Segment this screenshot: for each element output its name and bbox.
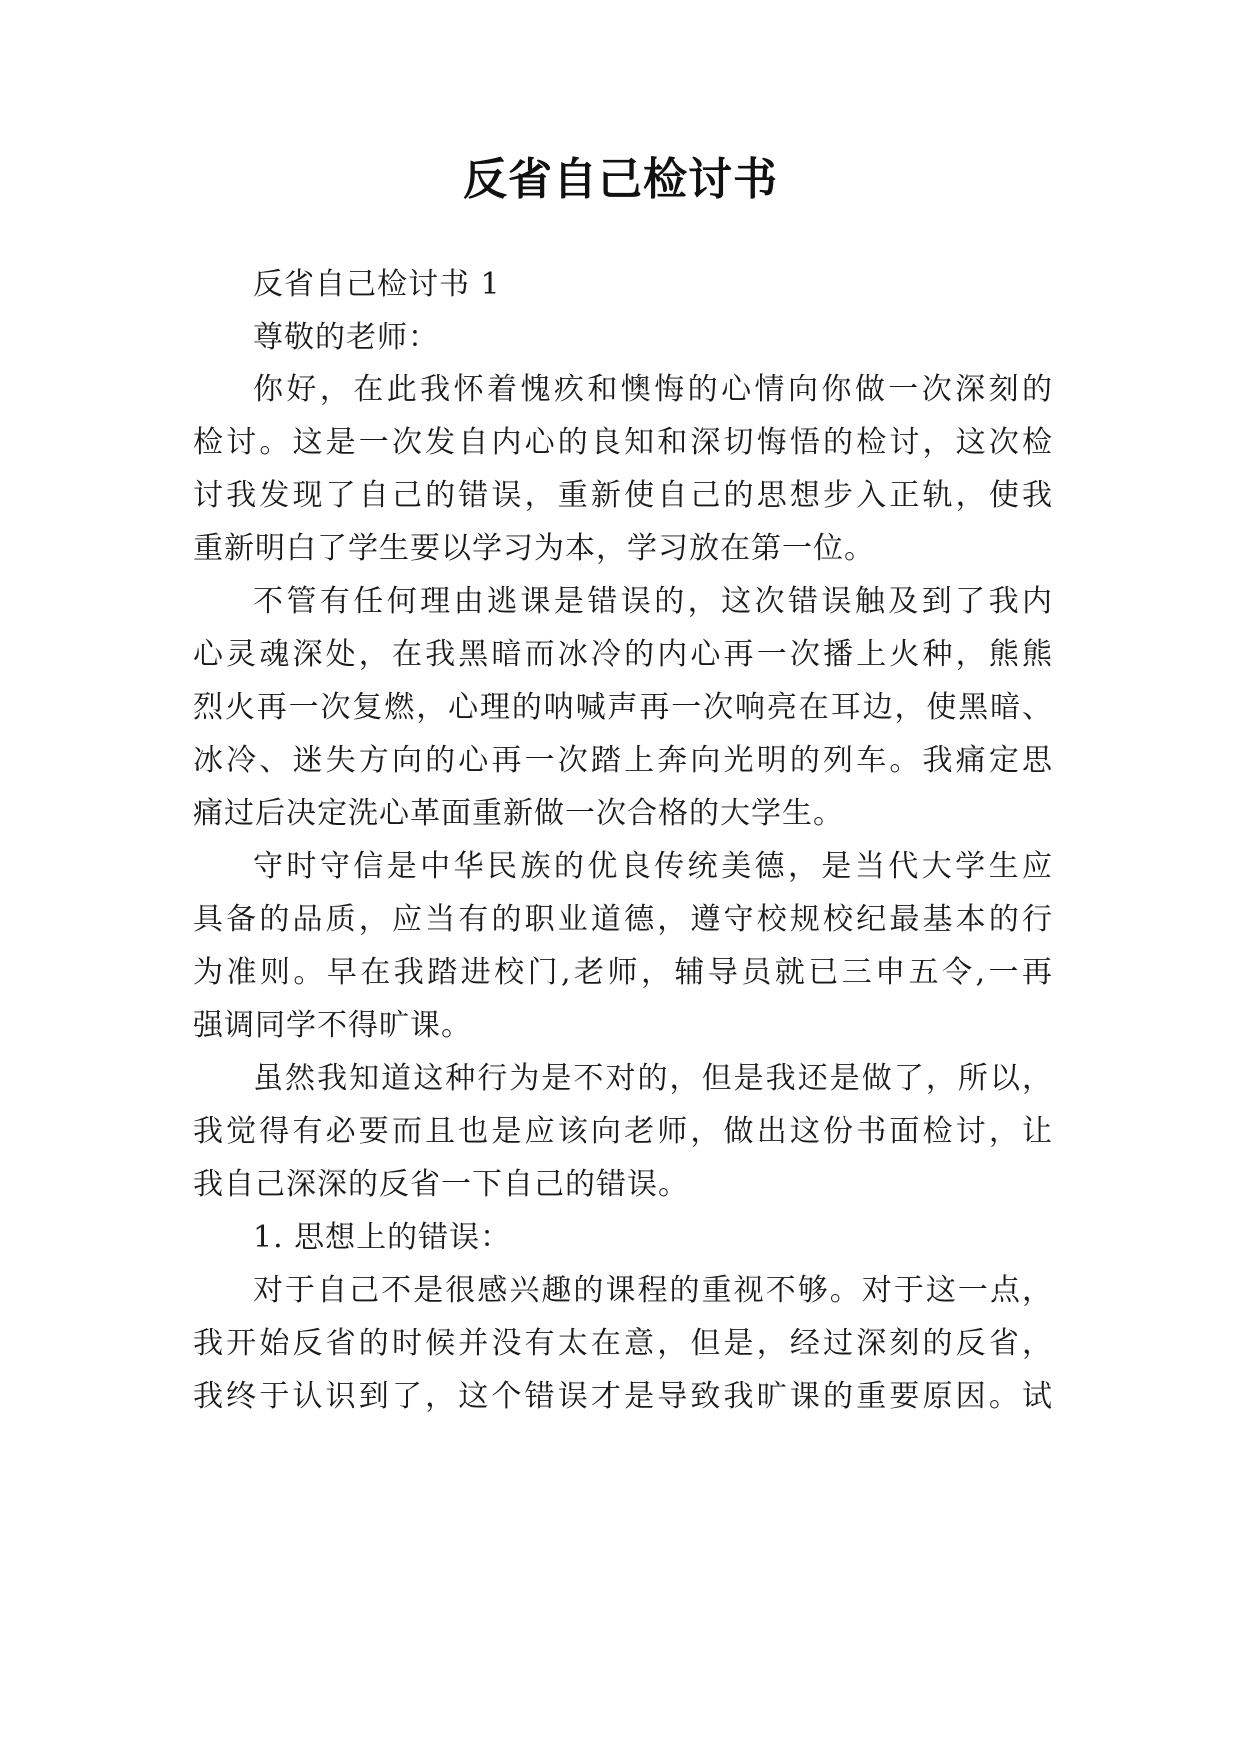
paragraph-line: 我终于认识到了，这个错误才是导致我旷课的重要原因。试 [193,1379,1053,1414]
paragraph-line: 检讨。这是一次发自内心的良知和深切悔悟的检讨，这次检 [193,425,1053,460]
paragraph-line: 讨我发现了自己的错误，重新使自己的思想步入正轨，使我 [193,478,1053,513]
paragraph-line: 重新明白了学生要以学习为本，学习放在第一位。 [193,531,875,566]
paragraph-line: 虽然我知道这种行为是不对的，但是我还是做了，所以， [253,1061,1053,1096]
paragraph-line: 守时守信是中华民族的优良传统美德，是当代大学生应 [253,849,1053,884]
paragraph-line: 强调同学不得旷课。 [193,1008,472,1043]
paragraph-line: 不管有任何理由逃课是错误的，这次错误触及到了我内 [253,584,1053,619]
section-heading: 1. 思想上的错误： [253,1220,512,1255]
paragraph-line: 你好，在此我怀着愧疚和懊悔的心情向你做一次深刻的 [253,372,1053,407]
paragraph-line: 对于自己不是很感兴趣的课程的重视不够。对于这一点， [253,1273,1053,1308]
paragraph-line: 我觉得有必要而且也是应该向老师，做出这份书面检讨，让 [193,1114,1053,1149]
paragraph-line: 我自己深深的反省一下自己的错误。 [193,1167,689,1202]
paragraph-line: 为准则。早在我踏进校门,老师，辅导员就已三申五令,一再 [193,955,1053,990]
document-title: 反省自己检讨书 [463,154,778,205]
paragraph-line: 我开始反省的时候并没有太在意，但是，经过深刻的反省， [193,1326,1053,1361]
subtitle-line: 反省自己检讨书 1 [253,267,501,302]
salutation-line: 尊敬的老师： [253,320,439,355]
paragraph-line: 烈火再一次复燃，心理的呐喊声再一次响亮在耳边，使黑暗、 [193,690,1053,725]
paragraph-line: 冰冷、迷失方向的心再一次踏上奔向光明的列车。我痛定思 [193,743,1053,778]
paragraph-line: 痛过后决定洗心革面重新做一次合格的大学生。 [193,796,844,831]
paragraph-line: 具备的品质，应当有的职业道德，遵守校规校纪最基本的行 [193,902,1053,937]
paragraph-line: 心灵魂深处，在我黑暗而冰冷的内心再一次播上火种，熊熊 [193,637,1053,672]
